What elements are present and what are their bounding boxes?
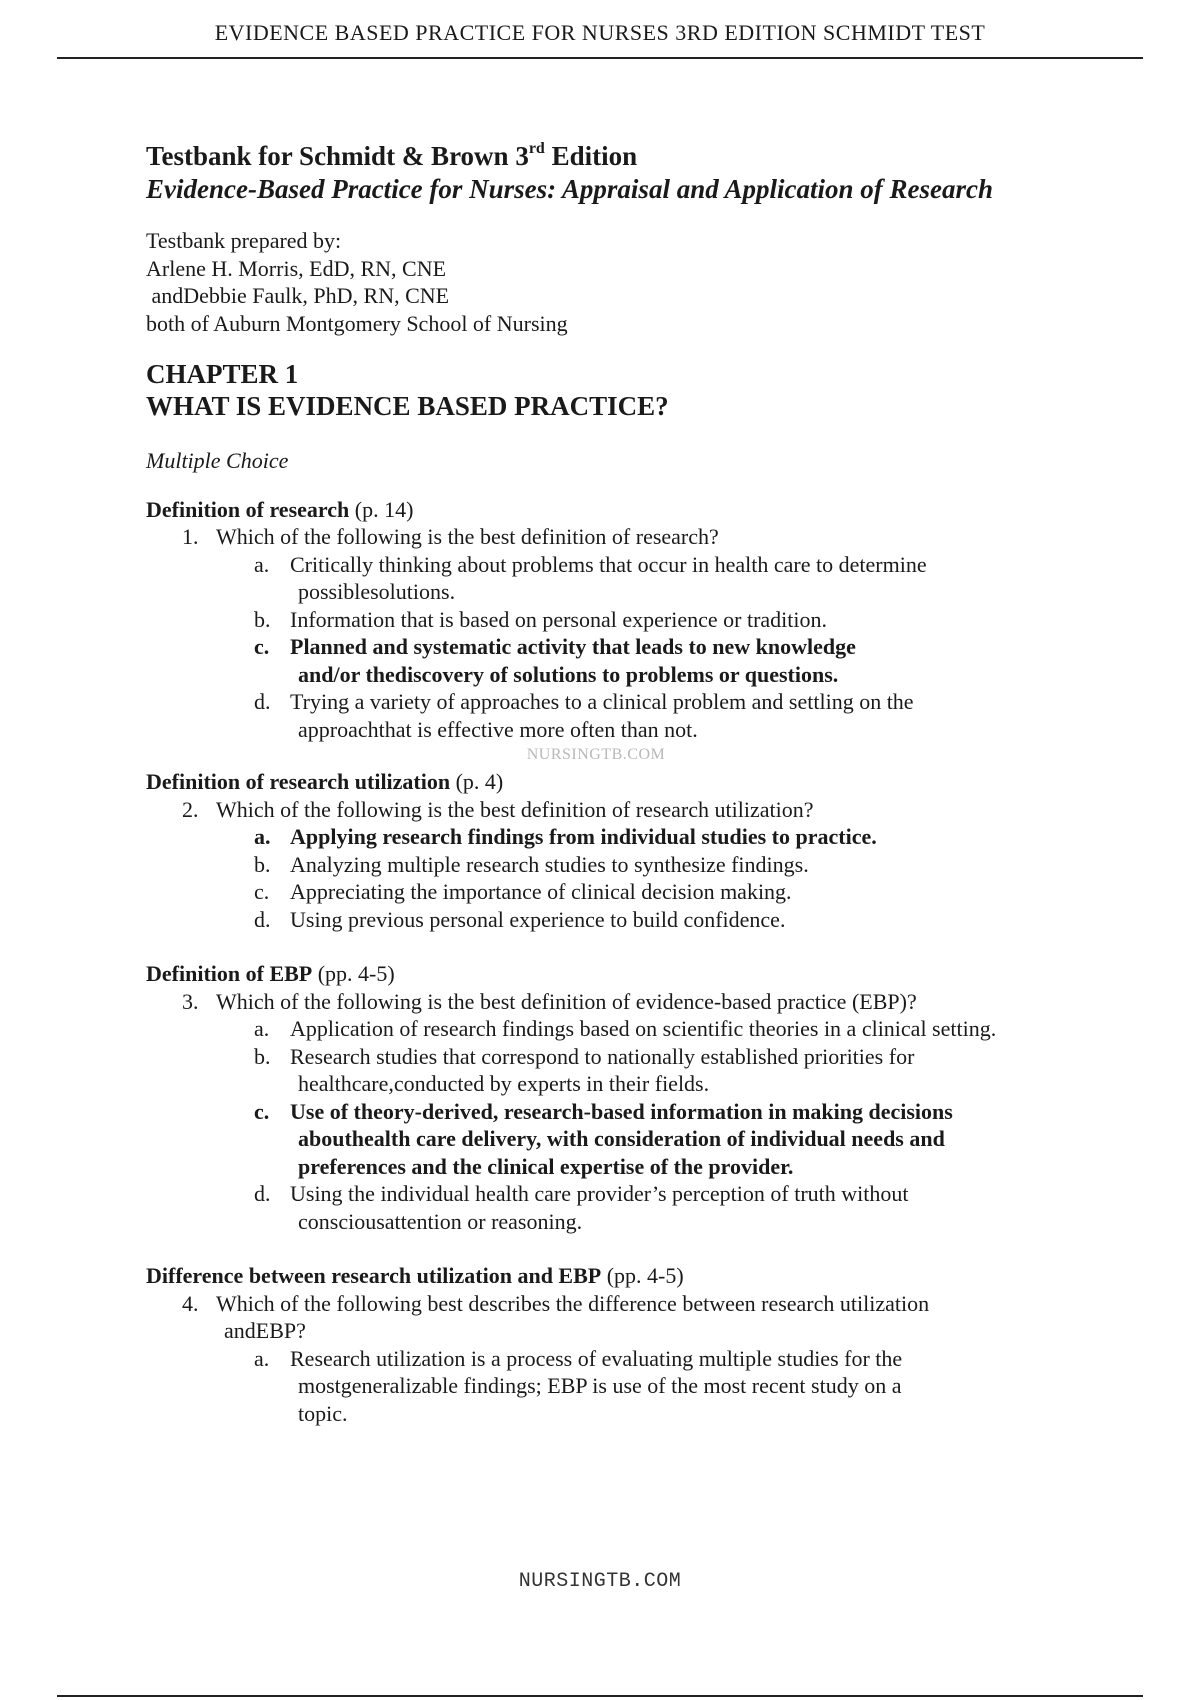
answer-option-continued: consciousattention or reasoning. <box>298 1208 583 1234</box>
question-text: 1. Which of the following is the best definition of research? <box>182 524 719 549</box>
question-text-continued: andEBP? <box>224 1318 306 1343</box>
answer-option: b. Analyzing multiple research studies to synthesize findings. <box>254 851 809 877</box>
prepared-label: Testbank prepared by: <box>146 228 342 253</box>
question-topic: Definition of EBP (pp. 4-5) <box>146 961 395 986</box>
page-header <box>57 0 1143 59</box>
answer-option: a. Research utilization is a process of evaluating multiple studies for the <box>254 1345 903 1371</box>
answer-option: b. Research studies that correspond to nationally established priorities for <box>254 1043 915 1069</box>
question-block <box>146 768 1106 933</box>
answer-option: c. Appreciating the importance of clinical decision making. <box>254 879 792 904</box>
answer-option-continued: healthcare,conducted by experts in their fields. <box>298 1071 710 1096</box>
footer-rule <box>57 1695 1143 1697</box>
question-topic: Difference between research utilization and EBP (pp. 4-5) <box>146 1263 684 1288</box>
answer-option: b. Information that is based on personal experience or tradition. <box>254 606 827 632</box>
answer-option: d. Using previous personal experience to build confidence. <box>254 906 786 932</box>
correct-answer-option: a. Applying research findings from individual studies to practice. <box>254 824 877 849</box>
testbank-title: Testbank for Schmidt & Brown 3rd Edition <box>146 140 638 171</box>
question-block <box>146 960 1106 1235</box>
chapter-heading <box>146 358 1106 422</box>
answer-option-continued: topic. <box>298 1400 348 1426</box>
edition-superscript: rd <box>528 140 545 157</box>
answer-option: d. Using the individual health care provider’s perception of truth without <box>254 1181 909 1206</box>
author-1: Arlene H. Morris, EdD, RN, CNE <box>146 255 447 281</box>
answer-option: d. Trying a variety of approaches to a clinical problem and settling on the <box>254 689 914 714</box>
answer-option-continued: approachthat is effective more often than not. <box>298 716 698 742</box>
correct-answer-option: c. Planned and systematic activity that leads to new knowledge <box>254 634 856 659</box>
correct-answer-continued: preferences and the clinical expertise of the provider. <box>298 1153 794 1179</box>
chapter-number: CHAPTER 1 <box>146 359 299 389</box>
correct-answer-continued: and/or thediscovery of solutions to problems or questions. <box>298 661 839 687</box>
book-title: Evidence-Based Practice for Nurses: Appraisal and Application of Research <box>146 174 993 204</box>
question-topic: Definition of research (p. 14) <box>146 496 414 522</box>
prepared-by-block <box>146 227 1106 337</box>
correct-answer-continued: abouthealth care delivery, with consideration of individual needs and <box>298 1126 945 1151</box>
question-text: 3. Which of the following is the best definition of evidence-based practice (EBP)? <box>182 988 917 1014</box>
question-text: 4. Which of the following best describes the difference between research utilization <box>182 1290 930 1316</box>
answer-option-continued: mostgeneralizable findings; EBP is use of the most recent study on a <box>298 1373 902 1398</box>
question-topic: Definition of research utilization (p. 4) <box>146 769 504 794</box>
affiliation: both of Auburn Montgomery School of Nursing <box>146 310 568 336</box>
question-block <box>146 1262 1106 1427</box>
correct-answer-option: c. Use of theory-derived, research-based information in making decisions <box>254 1098 953 1124</box>
header-title: EVIDENCE BASED PRACTICE FOR NURSES 3RD EDITION SCHMIDT TEST <box>214 20 986 45</box>
section-label: Multiple Choice <box>146 448 289 473</box>
chapter-title: WHAT IS EVIDENCE BASED PRACTICE? <box>146 391 669 421</box>
answer-option-continued: possiblesolutions. <box>298 579 456 604</box>
question-text: 2. Which of the following is the best definition of research utilization? <box>182 796 814 822</box>
footer-watermark: NURSINGTB.COM <box>518 1570 682 1593</box>
author-2: andDebbie Faulk, PhD, RN, CNE <box>146 283 450 308</box>
answer-option: a. Application of research findings based on scientific theories in a clinical setting. <box>254 1016 997 1041</box>
document-body <box>146 140 1106 1427</box>
question-block <box>146 496 1106 744</box>
watermark: NURSINGTB.COM <box>526 746 666 763</box>
answer-option: a. Critically thinking about problems that occur in health care to determine <box>254 551 927 577</box>
